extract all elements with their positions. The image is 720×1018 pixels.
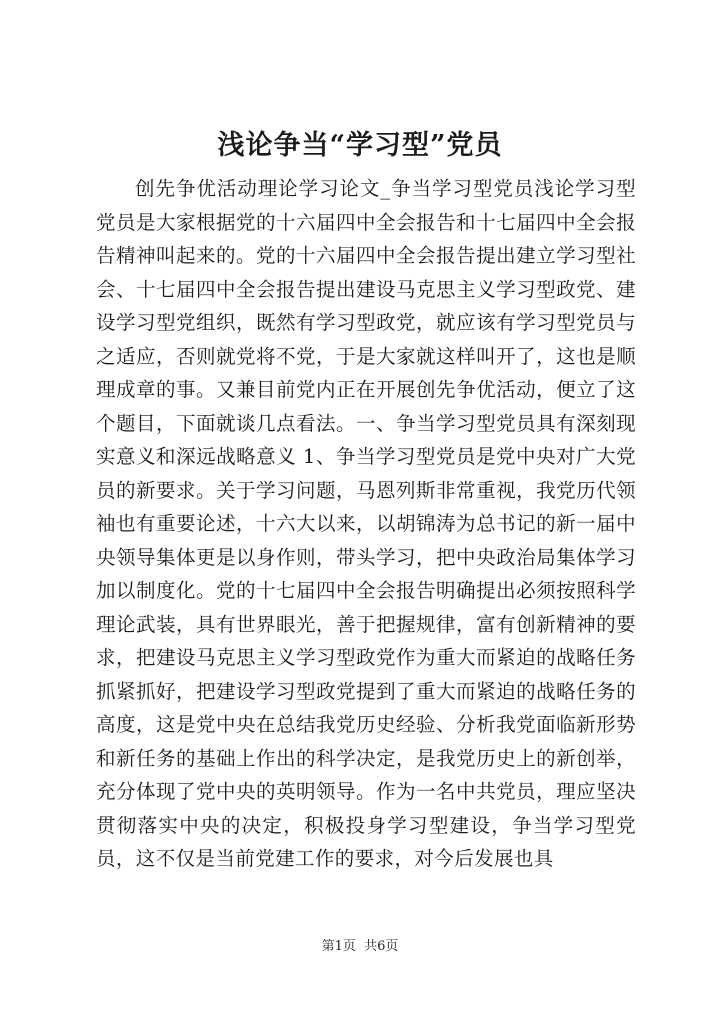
page-footer (0, 938, 720, 956)
document-title: 浅论争当“学习型”党员 (217, 130, 503, 161)
page-total: 共6页 (364, 939, 399, 954)
page-number: 第1页 (321, 939, 356, 954)
body-paragraph: 创先争优活动理论学习论文_争当学习型党员浅论学习型党员是大家根据党的十六届四中全会报告和十七届四中全会报告精神叫起来的。党的十六届四中全会报告提出建立学习型社会、十七届四中全会报告提出建设马克思主义学习型政党、建设学习型党组织，既然有学习型政党，就应该有学习型党员与之适应，否则就党将不党，于是大家就这样叫开了，这也是顺理成章的事。又兼目前党内正在开展创先争优活动，便立了这个题目，下面就谈几点看法。一、争当学习型党员具有深刻现实意义和深远战略意义 1、争当学习型党员是党中央对广大党员的新要求。关于学习问题，马恩列斯非常重视，我党历代领袖也有重要论述，十六大以来，以胡锦涛为总书记的新一届中央领导集体更是以身作则，带头学习，把中央政治局集体学习加以制度化。党的十七届四中全会报告明确提出必须按照科学理论武装，具有世界眼光，善于把握规律，富有创新精神的要求，把建设马克思主义学习型政党作为重大而紧迫的战略任务抓紧抓好，把建设学习型政党提到了重大而紧迫的战略任务的高度，这是党中央在总结我党历史经验、分析我党面临新形势和新任务的基础上作出的科学决定，是我党历史上的新创举，充分体现了党中央的英明领导。作为一名中共党员，理应坚决贯彻落实中央的决定，积极投身学习型建设，争当学习型党员，这不仅是当前党建工作的要求，对今后发展也具 (96, 177, 636, 870)
